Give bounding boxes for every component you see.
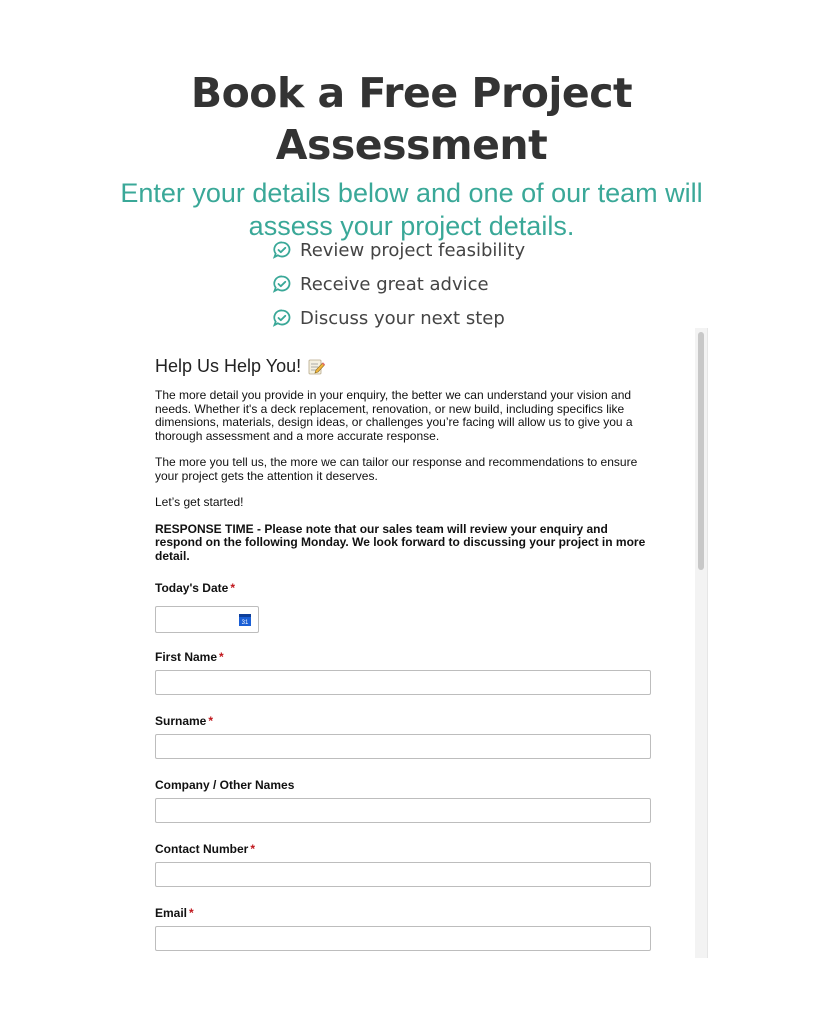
intro-paragraph-3: Let’s get started!: [155, 495, 244, 509]
page-title: [0, 67, 823, 171]
response-time-notice: RESPONSE TIME - Please note that our sales team will review your enquiry and respond on the following Monday. We look forward to discussing your project in more detail.: [155, 521, 646, 563]
chat-check-icon: [272, 274, 292, 294]
contact-number-input[interactable]: [155, 862, 651, 887]
company-label: [155, 778, 655, 792]
memo-pencil-icon: [307, 358, 325, 376]
form-scrollbar[interactable]: [695, 328, 707, 958]
calendar-icon[interactable]: [239, 613, 251, 626]
surname-label-text: Surname: [155, 714, 207, 728]
chat-check-icon: [272, 308, 292, 328]
company-input[interactable]: [155, 798, 651, 823]
first-name-label: [155, 650, 655, 664]
first-name-label-text: First Name: [155, 650, 218, 664]
date-field-group: [155, 581, 655, 633]
benefit-item: [272, 233, 525, 267]
svg-text:31: 31: [241, 620, 249, 626]
required-marker: *: [250, 842, 256, 856]
intro-paragraph-2: The more you tell us, the more we can tailor our response and recommendations to ensure your project gets the attention it deserves.: [155, 455, 638, 483]
email-field-group: [155, 906, 655, 951]
form-heading-text: Help Us Help You!: [155, 356, 302, 376]
required-marker: *: [208, 714, 214, 728]
first-name-input[interactable]: [155, 670, 651, 695]
date-input[interactable]: [155, 606, 259, 633]
form-heading: [155, 356, 655, 377]
enquiry-form: [155, 356, 655, 951]
company-label-text: Company / Other Names: [155, 778, 295, 792]
intro-paragraph-1: The more detail you provide in your enquiry, the better we can understand your vision and needs. Whether it's a deck replacement, renovation, or new build, including specifics like dimensions, materials, design ideas, or challenges you’re facing will allow us to give you a thorough assessment and a more accurate response.: [155, 388, 633, 443]
page-subtitle: Enter your details below and one of our team will assess your project details.: [120, 178, 703, 241]
contact-number-label-text: Contact Number: [155, 842, 249, 856]
enquiry-form-frame: [140, 328, 708, 958]
contact-number-label: [155, 842, 655, 856]
first-name-field-group: [155, 650, 655, 695]
benefit-label: Receive great advice: [300, 273, 489, 295]
date-label: [155, 581, 655, 595]
company-field-group: [155, 778, 655, 823]
email-input[interactable]: [155, 926, 651, 951]
surname-input[interactable]: [155, 734, 651, 759]
email-label: [155, 906, 655, 920]
contact-number-field-group: [155, 842, 655, 887]
date-label-text: Today's Date: [155, 581, 229, 595]
form-scrollbar-thumb[interactable]: [698, 332, 704, 570]
email-label-text: Email: [155, 906, 188, 920]
benefits-list: [272, 233, 525, 335]
required-marker: *: [230, 581, 235, 595]
page-title-line2: Assessment: [275, 121, 548, 170]
benefit-item: [272, 267, 525, 301]
page-title-line1: Book a Free Project: [190, 69, 633, 118]
benefit-label: Review project feasibility: [300, 239, 526, 261]
surname-label: [155, 714, 655, 728]
required-marker: *: [219, 650, 224, 664]
benefit-label: Discuss your next step: [300, 307, 505, 329]
chat-check-icon: [272, 240, 292, 260]
required-marker: *: [189, 906, 194, 920]
surname-field-group: [155, 714, 655, 759]
